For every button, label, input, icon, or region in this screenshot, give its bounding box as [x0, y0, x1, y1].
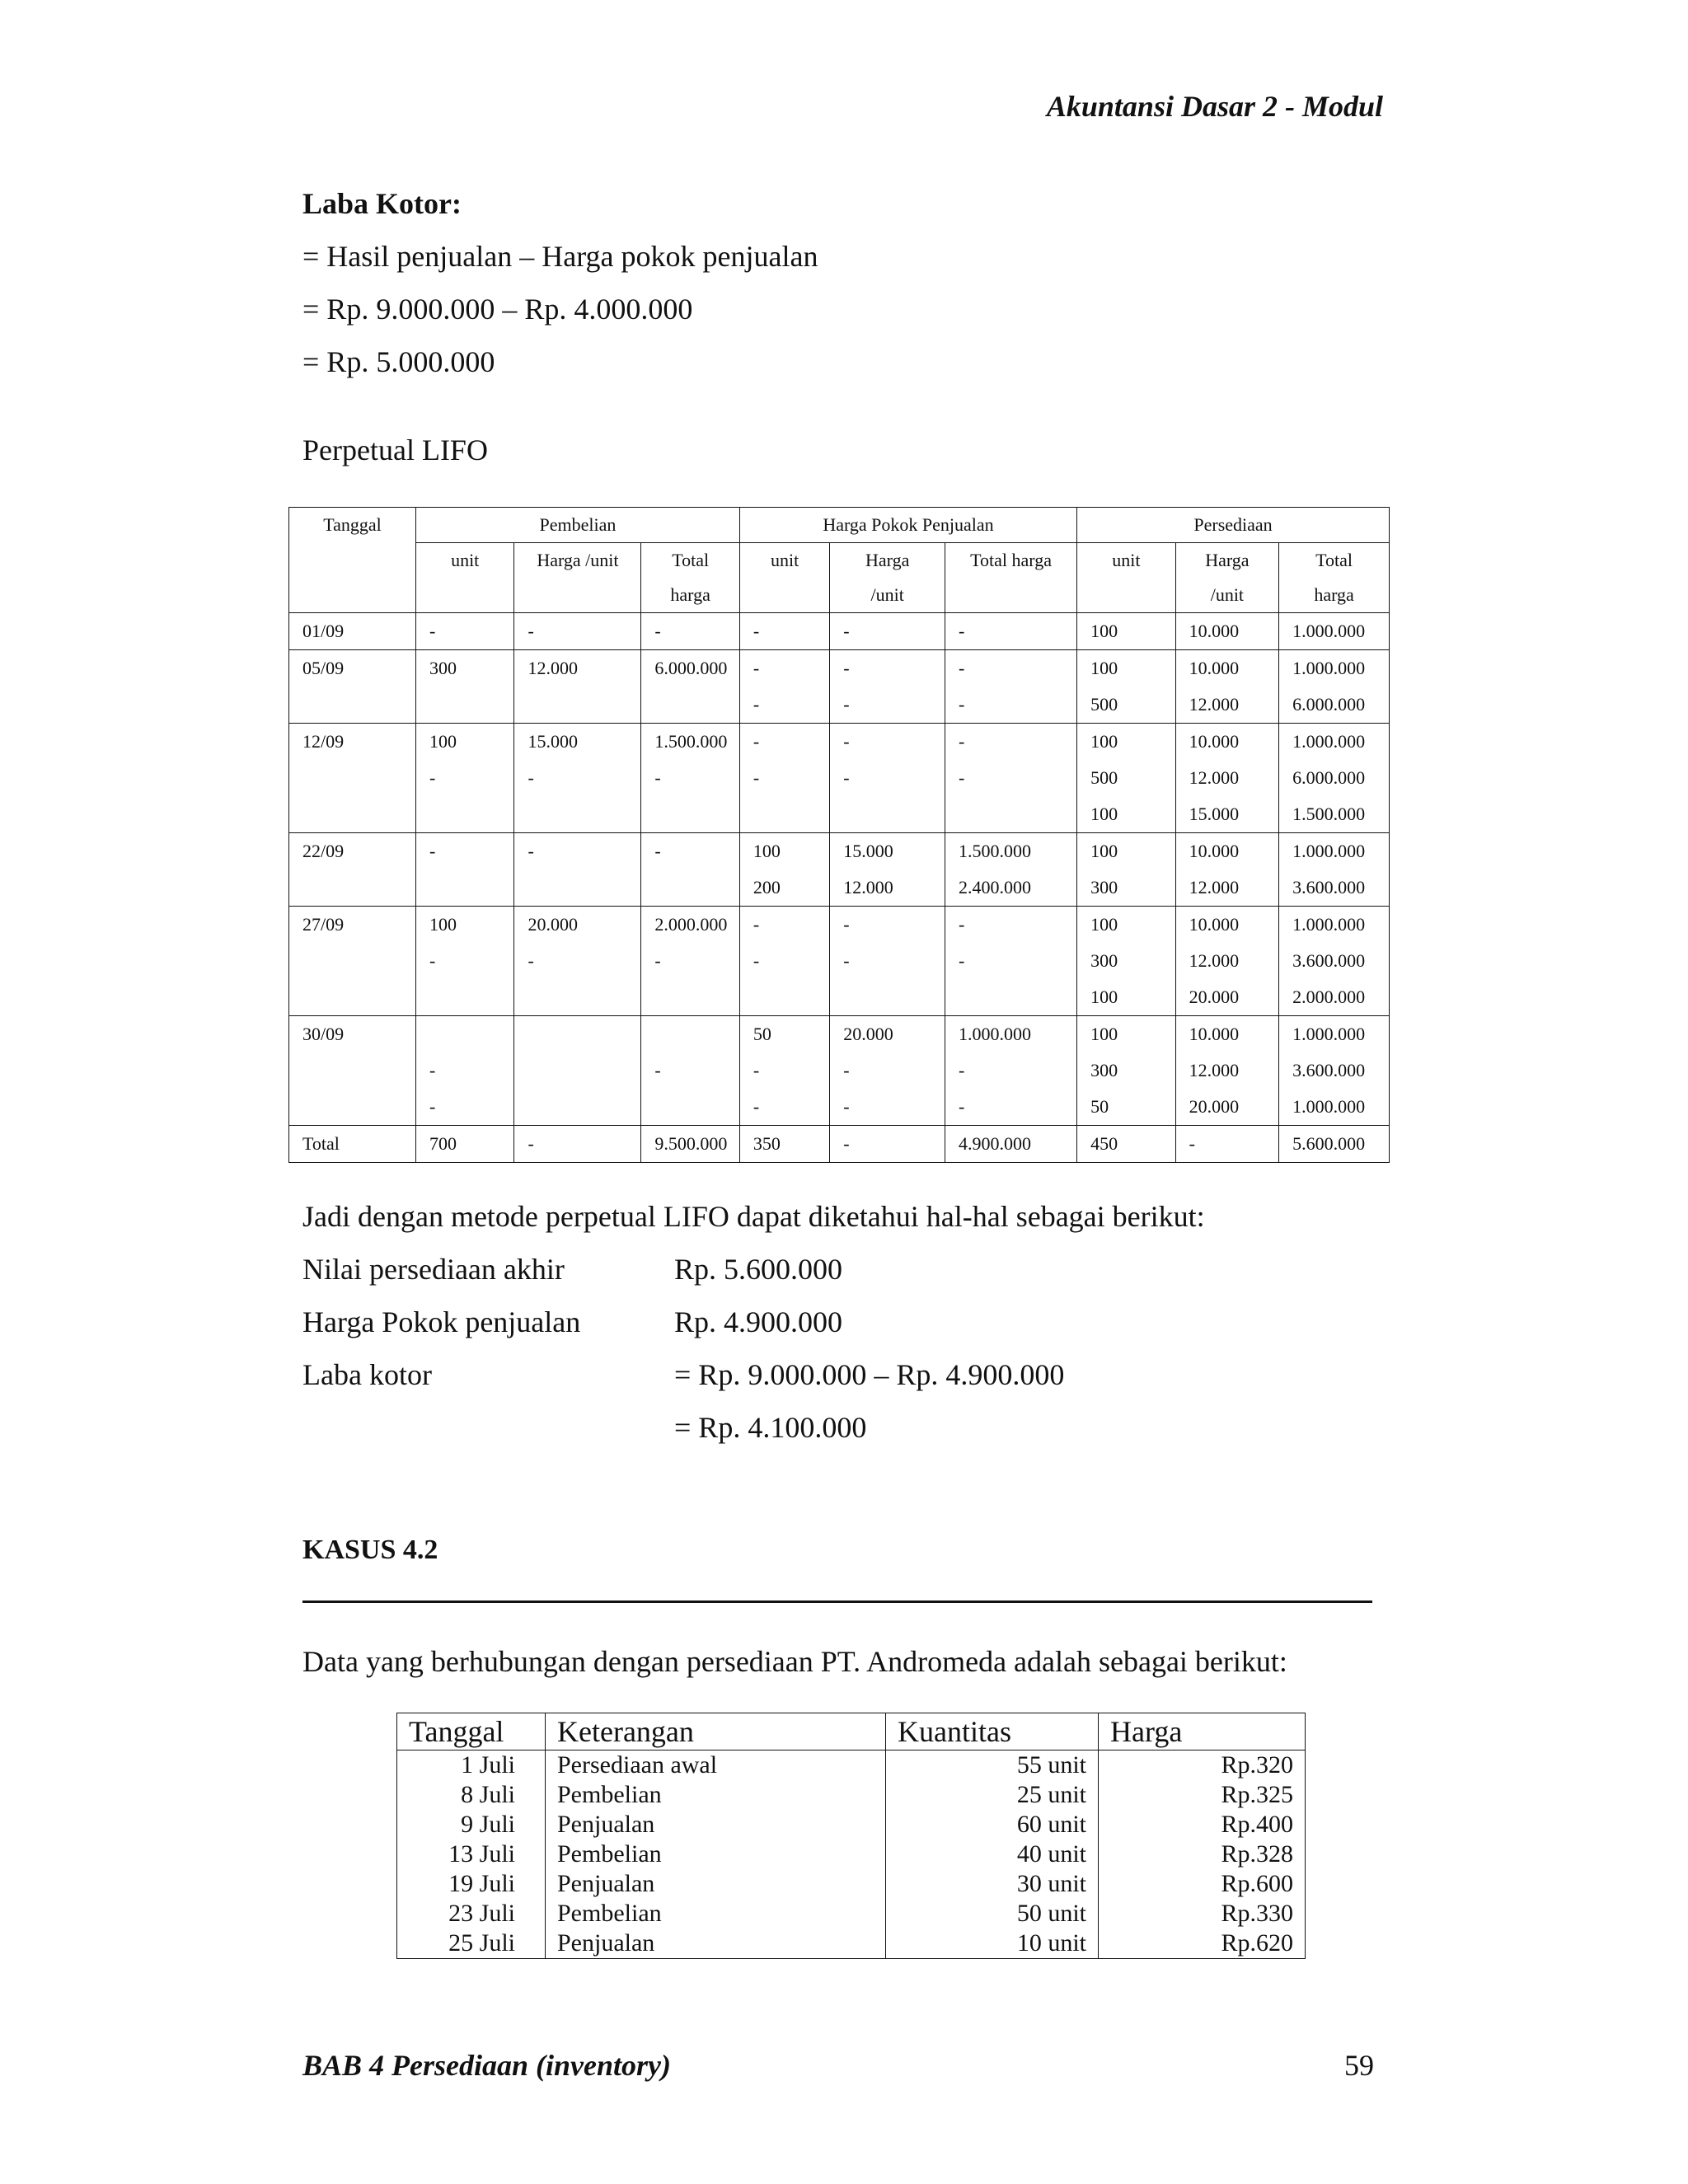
table-cell: 1.000.000 — [1279, 613, 1390, 650]
table-cell: 20.000 — [830, 1016, 945, 1053]
table-cell: Rp.620 — [1099, 1929, 1306, 1959]
table-cell — [289, 979, 416, 1016]
table-cell: 700 — [415, 1126, 514, 1163]
table-cell: - — [830, 943, 945, 979]
col-header-per-unit: /unit — [1175, 578, 1279, 613]
table-cell: - — [945, 1052, 1077, 1089]
table-cell: 3.600.000 — [1279, 943, 1390, 979]
table-cell: 100 — [415, 907, 514, 944]
table-cell: 500 — [1077, 760, 1176, 796]
table-cell: - — [739, 943, 829, 979]
table-cell — [289, 760, 416, 796]
table-cell: 12.000 — [1175, 760, 1279, 796]
table-cell: 50 — [739, 1016, 829, 1053]
table-cell: - — [830, 1089, 945, 1126]
table-cell: 30/09 — [289, 1016, 416, 1053]
laba-kotor-line: = Rp. 9.000.000 – Rp. 4.000.000 — [302, 293, 693, 326]
table-cell: - — [415, 833, 514, 870]
table-row — [289, 833, 1390, 870]
table-cell: - — [641, 833, 740, 870]
group-header-pembelian: Pembelian — [415, 508, 739, 543]
table-cell: 60 unit — [886, 1810, 1099, 1840]
lifo-table — [288, 507, 1390, 1163]
table-cell — [514, 1052, 641, 1089]
summary-value: Rp. 5.600.000 — [674, 1253, 843, 1286]
table-cell — [289, 1052, 416, 1089]
table-cell: 1.000.000 — [1279, 833, 1390, 870]
table-cell: - — [739, 650, 829, 687]
table-cell: 2.400.000 — [945, 869, 1077, 907]
col-header-total: Total — [1279, 543, 1390, 579]
table-cell: 1.000.000 — [1279, 650, 1390, 687]
table-cell: 20.000 — [514, 907, 641, 944]
table-cell: 300 — [1077, 1052, 1176, 1089]
table-cell: 8 Juli — [397, 1780, 546, 1810]
table-cell: 2.000.000 — [1279, 979, 1390, 1016]
table-cell — [739, 796, 829, 833]
table-cell: Pembelian — [546, 1780, 886, 1810]
table-row — [289, 724, 1390, 761]
table-cell: Penjualan — [546, 1810, 886, 1840]
table-cell: - — [945, 650, 1077, 687]
table-cell — [289, 943, 416, 979]
summary-label: Harga Pokok penjualan — [302, 1305, 581, 1338]
table-row — [289, 1016, 1390, 1053]
table-cell: 20.000 — [1175, 1089, 1279, 1126]
table-cell: 27/09 — [289, 907, 416, 944]
table-cell: 12.000 — [1175, 1052, 1279, 1089]
table-cell: 50 — [1077, 1089, 1176, 1126]
table-cell: 100 — [1077, 796, 1176, 833]
table-cell — [415, 979, 514, 1016]
table-cell: 6.000.000 — [1279, 687, 1390, 724]
table-cell: - — [514, 833, 641, 870]
table-cell: 01/09 — [289, 613, 416, 650]
table-cell: 1.000.000 — [1279, 1016, 1390, 1053]
table-cell — [739, 979, 829, 1016]
table-cell: 6.000.000 — [641, 650, 740, 687]
table-cell: - — [514, 943, 641, 979]
kasus-table — [396, 1713, 1306, 1959]
table-row — [397, 1810, 1306, 1840]
table-cell: 1.500.000 — [945, 833, 1077, 870]
table-cell: - — [514, 613, 641, 650]
col-header-total: Total — [641, 543, 740, 579]
col-header-harga-sub: harga — [1279, 578, 1390, 613]
table-row — [289, 613, 1390, 650]
table-cell: 100 — [1077, 979, 1176, 1016]
table-cell: - — [945, 943, 1077, 979]
table-cell — [514, 979, 641, 1016]
table-cell: Total — [289, 1126, 416, 1163]
table-cell: 12.000 — [1175, 943, 1279, 979]
table-cell — [514, 796, 641, 833]
table-cell: - — [830, 760, 945, 796]
table-cell: 3.600.000 — [1279, 869, 1390, 907]
table-cell: - — [415, 613, 514, 650]
table-cell: 50 unit — [886, 1899, 1099, 1929]
table-cell — [289, 687, 416, 724]
table-cell: 9 Juli — [397, 1810, 546, 1840]
table-row — [397, 1869, 1306, 1899]
laba-kotor-line: = Rp. 5.000.000 — [302, 345, 495, 378]
table-cell: 200 — [739, 869, 829, 907]
table-cell: 10.000 — [1175, 650, 1279, 687]
table-cell: 22/09 — [289, 833, 416, 870]
col-header-harga-sub: harga — [641, 578, 740, 613]
table-cell: - — [945, 907, 1077, 944]
table-cell: - — [830, 724, 945, 761]
table-cell: Pembelian — [546, 1899, 886, 1929]
table-cell: 15.000 — [514, 724, 641, 761]
table-cell — [830, 979, 945, 1016]
table-cell: Rp.400 — [1099, 1810, 1306, 1840]
table-cell: 05/09 — [289, 650, 416, 687]
table-row — [397, 1780, 1306, 1810]
table-cell: - — [739, 1089, 829, 1126]
table-cell — [641, 796, 740, 833]
table-cell: - — [514, 760, 641, 796]
table-cell: Rp.320 — [1099, 1750, 1306, 1781]
table-cell — [641, 687, 740, 724]
table-cell: Rp.330 — [1099, 1899, 1306, 1929]
table-cell: - — [641, 1052, 740, 1089]
table-cell: 1.000.000 — [1279, 907, 1390, 944]
footer-chapter: BAB 4 Persediaan (inventory) — [302, 2049, 671, 2082]
table-cell: - — [945, 613, 1077, 650]
col-header-harga: Harga — [830, 543, 945, 579]
table-cell: 15.000 — [830, 833, 945, 870]
table-cell: 10.000 — [1175, 907, 1279, 944]
table-cell: 6.000.000 — [1279, 760, 1390, 796]
summary-intro: Jadi dengan metode perpetual LIFO dapat diketahui hal-hal sebagai berikut: — [302, 1200, 1205, 1233]
summary-value: Rp. 4.900.000 — [674, 1305, 843, 1338]
running-header: Akuntansi Dasar 2 - Modul — [1046, 90, 1383, 123]
summary-value: = Rp. 9.000.000 – Rp. 4.900.000 — [674, 1358, 1065, 1391]
table-cell: 12.000 — [1175, 869, 1279, 907]
col-header-harga-unit: Harga /unit — [514, 543, 641, 579]
table-cell: - — [739, 613, 829, 650]
table-row — [289, 869, 1390, 907]
table-cell: Pembelian — [546, 1840, 886, 1869]
table-cell: 12.000 — [830, 869, 945, 907]
col-header-unit: unit — [739, 543, 829, 579]
table-row — [289, 1126, 1390, 1163]
summary-value: = Rp. 4.100.000 — [674, 1411, 867, 1444]
table-cell: - — [739, 907, 829, 944]
table-cell: Penjualan — [546, 1869, 886, 1899]
table-cell: 15.000 — [1175, 796, 1279, 833]
table-cell: 9.500.000 — [641, 1126, 740, 1163]
kasus-header-keterangan: Keterangan — [546, 1713, 886, 1750]
table-row — [289, 907, 1390, 944]
table-cell: 5.600.000 — [1279, 1126, 1390, 1163]
col-header-total-harga: Total harga — [945, 543, 1077, 579]
page-number: 59 — [1344, 2049, 1374, 2082]
table-row — [397, 1840, 1306, 1869]
table-cell: 100 — [415, 724, 514, 761]
table-cell — [641, 869, 740, 907]
table-row — [397, 1929, 1306, 1959]
table-cell: 19 Juli — [397, 1869, 546, 1899]
table-cell: 20.000 — [1175, 979, 1279, 1016]
section-divider — [302, 1601, 1372, 1603]
table-cell: 1.500.000 — [1279, 796, 1390, 833]
table-cell: 10.000 — [1175, 724, 1279, 761]
col-header-per-unit: /unit — [830, 578, 945, 613]
table-row — [289, 650, 1390, 687]
laba-kotor-line: = Hasil penjualan – Harga pokok penjualan — [302, 240, 818, 273]
table-cell: - — [415, 1089, 514, 1126]
table-cell: 300 — [1077, 943, 1176, 979]
table-cell: 100 — [1077, 724, 1176, 761]
table-row — [289, 979, 1390, 1016]
table-cell — [641, 979, 740, 1016]
table-cell: - — [739, 687, 829, 724]
table-cell: 40 unit — [886, 1840, 1099, 1869]
table-row — [397, 1899, 1306, 1929]
table-cell: - — [830, 613, 945, 650]
table-cell: 12/09 — [289, 724, 416, 761]
table-cell: Penjualan — [546, 1929, 886, 1959]
table-cell: 300 — [415, 650, 514, 687]
table-cell: 12.000 — [1175, 687, 1279, 724]
table-cell: 30 unit — [886, 1869, 1099, 1899]
table-cell: Rp.600 — [1099, 1869, 1306, 1899]
table-cell: - — [830, 650, 945, 687]
laba-kotor-heading: Laba Kotor: — [302, 187, 462, 220]
table-cell — [289, 796, 416, 833]
col-header-tanggal: Tanggal — [289, 508, 416, 613]
table-cell: 55 unit — [886, 1750, 1099, 1781]
table-row — [397, 1750, 1306, 1781]
table-cell: - — [415, 943, 514, 979]
table-row — [289, 687, 1390, 724]
table-cell — [514, 1089, 641, 1126]
table-cell — [641, 1016, 740, 1053]
table-cell: - — [415, 760, 514, 796]
table-cell: 1.500.000 — [641, 724, 740, 761]
table-cell: 3.600.000 — [1279, 1052, 1390, 1089]
table-cell: - — [641, 613, 740, 650]
table-cell — [945, 979, 1077, 1016]
table-cell: 100 — [1077, 650, 1176, 687]
table-cell: 100 — [1077, 613, 1176, 650]
table-cell: - — [415, 1052, 514, 1089]
table-cell: - — [641, 943, 740, 979]
col-header-unit: unit — [415, 543, 514, 579]
table-cell: 100 — [739, 833, 829, 870]
kasus-heading: KASUS 4.2 — [302, 1535, 438, 1565]
table-cell: - — [830, 1052, 945, 1089]
table-cell: 10.000 — [1175, 1016, 1279, 1053]
kasus-header-harga: Harga — [1099, 1713, 1306, 1750]
table-cell: 450 — [1077, 1126, 1176, 1163]
table-cell: - — [739, 1052, 829, 1089]
summary-label: Nilai persediaan akhir — [302, 1253, 565, 1286]
kasus-header-kuantitas: Kuantitas — [886, 1713, 1099, 1750]
table-cell — [289, 869, 416, 907]
table-row — [289, 1052, 1390, 1089]
table-cell: - — [945, 724, 1077, 761]
table-cell — [945, 796, 1077, 833]
table-cell: - — [945, 1089, 1077, 1126]
table-cell — [641, 1089, 740, 1126]
table-cell — [514, 869, 641, 907]
col-header-harga: Harga — [1175, 543, 1279, 579]
table-cell: - — [945, 760, 1077, 796]
table-cell: 12.000 — [514, 650, 641, 687]
table-cell: 100 — [1077, 1016, 1176, 1053]
table-cell: 1.000.000 — [1279, 1089, 1390, 1126]
table-cell: 10.000 — [1175, 613, 1279, 650]
table-cell: - — [830, 687, 945, 724]
table-cell: 2.000.000 — [641, 907, 740, 944]
table-cell — [514, 1016, 641, 1053]
table-cell: Rp.325 — [1099, 1780, 1306, 1810]
table-cell — [289, 1089, 416, 1126]
table-cell: 300 — [1077, 869, 1176, 907]
table-cell: Persediaan awal — [546, 1750, 886, 1781]
table-cell: 500 — [1077, 687, 1176, 724]
table-cell: - — [830, 1126, 945, 1163]
table-cell: - — [514, 1126, 641, 1163]
table-cell: 1.000.000 — [1279, 724, 1390, 761]
table-cell: - — [945, 687, 1077, 724]
table-cell — [415, 687, 514, 724]
table-cell: 10 unit — [886, 1929, 1099, 1959]
table-cell: - — [739, 724, 829, 761]
table-row — [289, 1089, 1390, 1126]
table-cell: 25 unit — [886, 1780, 1099, 1810]
table-cell: - — [739, 760, 829, 796]
table-cell — [514, 687, 641, 724]
group-header-hpp: Harga Pokok Penjualan — [739, 508, 1076, 543]
table-row — [289, 943, 1390, 979]
table-cell: - — [830, 907, 945, 944]
table-cell: 350 — [739, 1126, 829, 1163]
table-cell: 1.000.000 — [945, 1016, 1077, 1053]
group-header-persediaan: Persediaan — [1077, 508, 1390, 543]
table-cell: 100 — [1077, 833, 1176, 870]
table-cell: 4.900.000 — [945, 1126, 1077, 1163]
table-cell — [415, 796, 514, 833]
table-row — [289, 796, 1390, 833]
table-cell: - — [641, 760, 740, 796]
table-cell — [415, 1016, 514, 1053]
table-cell: 23 Juli — [397, 1899, 546, 1929]
table-cell — [830, 796, 945, 833]
table-cell: 10.000 — [1175, 833, 1279, 870]
table-cell: - — [1175, 1126, 1279, 1163]
kasus-intro: Data yang berhubungan dengan persediaan PT. Andromeda adalah sebagai berikut: — [302, 1645, 1287, 1678]
table-cell: Rp.328 — [1099, 1840, 1306, 1869]
table-row — [289, 760, 1390, 796]
col-header-unit: unit — [1077, 543, 1176, 579]
kasus-header-tanggal: Tanggal — [397, 1713, 546, 1750]
table-cell — [415, 869, 514, 907]
table-cell: 13 Juli — [397, 1840, 546, 1869]
table-cell: 1 Juli — [397, 1750, 546, 1781]
summary-label: Laba kotor — [302, 1358, 432, 1391]
table-cell: 100 — [1077, 907, 1176, 944]
lifo-title: Perpetual LIFO — [302, 434, 488, 466]
table-cell: 25 Juli — [397, 1929, 546, 1959]
